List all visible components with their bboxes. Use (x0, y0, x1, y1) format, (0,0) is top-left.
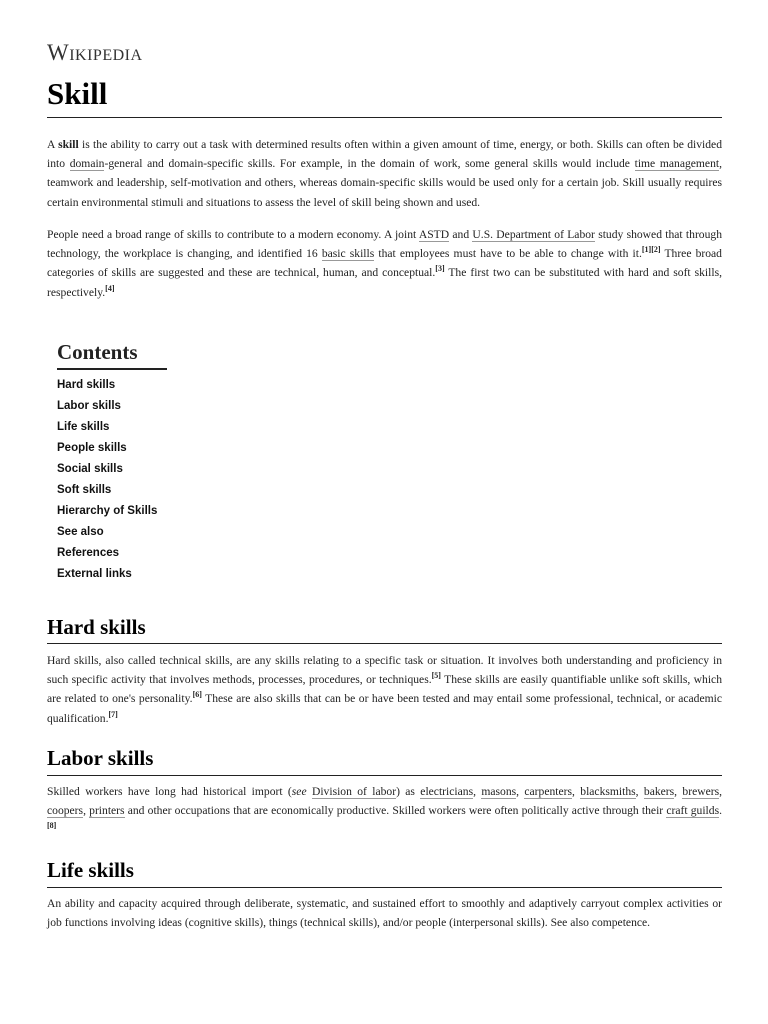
link-printers[interactable]: printers (89, 804, 125, 818)
ref-5[interactable]: [5] (431, 671, 441, 681)
table-of-contents (57, 340, 307, 585)
link-us-department-of-labor[interactable]: U.S. Department of Labor (472, 228, 595, 241)
hard-skills-paragraph: Hard skills, also called technical skills, are any skills relating to a specific task or situation. It involves both understanding and proficiency in such specific activity that involves methods, processes, procedures, or techniques.[5] These skills are easily quantifiable unlike soft skills, which are related to one's personality.[6] These are also skills that can be or have been tested and may entail some professional, technical, or academic qualification.[7] (47, 654, 722, 725)
link-blacksmiths[interactable]: blacksmiths (580, 785, 636, 798)
toc-item-references[interactable]: References (57, 547, 120, 559)
ref-7[interactable]: [7] (108, 709, 118, 719)
toc-item-hierarchy-of-skills[interactable]: Hierarchy of Skills (57, 505, 158, 517)
toc-title: Contents (57, 340, 138, 364)
title-underline (47, 117, 722, 118)
toc-item-life-skills[interactable]: Life skills (57, 421, 110, 433)
ref-3[interactable]: [3] (435, 264, 445, 274)
life-skills-underline (47, 887, 722, 888)
page-title: Skill (47, 76, 108, 111)
intro-paragraph-2: People need a broad range of skills to contribute to a modern economy. A joint ASTD and U.S. Department of Labor study showed that through technology, the workplace is changing, and identified 16 basic skills that employees must have to be able to change with it.[1][2] Three broad categories of skills are suggested and these are technical, human, and conceptual.[3] The first two can be substituted with hard and soft skills, respectively.[4] (47, 228, 722, 299)
link-division-of-labor[interactable]: Division of labor (311, 785, 397, 798)
toc-item-see-also[interactable]: See also (57, 526, 104, 538)
labor-skills-paragraph: Skilled workers have long had historical import (see Division of labor) as electricians, masons, carpenters, blacksmiths, bakers, brewers, coopers, printers and other occupations that are economically productive. Skilled workers were often politically active through their craft guilds.[8] (47, 785, 723, 831)
heading-hard-skills: Hard skills (47, 615, 146, 639)
ref-2[interactable]: [2] (651, 245, 661, 255)
link-masons[interactable]: masons (481, 785, 517, 798)
ref-1[interactable]: [1] (641, 245, 652, 255)
labor-skills-underline (47, 775, 722, 776)
heading-life-skills: Life skills (47, 858, 134, 882)
ref-8[interactable]: [8] (47, 821, 57, 831)
hard-skills-underline (47, 643, 722, 644)
link-domain[interactable]: domain (69, 157, 105, 171)
link-carpenters[interactable]: carpenters (524, 785, 573, 798)
wikipedia-wordmark[interactable]: Wikipedia (47, 40, 143, 65)
toc-item-people-skills[interactable]: People skills (57, 442, 127, 454)
ref-4[interactable]: [4] (105, 283, 115, 293)
toc-item-soft-skills[interactable]: Soft skills (57, 484, 112, 496)
link-bakers[interactable]: bakers (643, 785, 675, 798)
toc-item-labor-skills[interactable]: Labor skills (57, 400, 121, 412)
link-time-management[interactable]: time management (634, 157, 720, 171)
heading-labor-skills: Labor skills (47, 746, 154, 770)
toc-underline (57, 368, 167, 370)
toc-item-hard-skills[interactable]: Hard skills (57, 379, 116, 391)
life-skills-paragraph: An ability and capacity acquired through deliberate, systematic, and sustained effort to smoothly and adaptively carryout complex activities or job functions involving ideas (cognitive skills), things (technical skills), and/or people (interpersonal skills). See also competence. (47, 897, 722, 930)
link-brewers[interactable]: brewers (682, 785, 720, 798)
link-electricians[interactable]: electricians (420, 785, 474, 798)
ref-6[interactable]: [6] (192, 690, 202, 700)
toc-item-social-skills[interactable]: Social skills (57, 463, 123, 475)
link-basic-skills[interactable]: basic skills (321, 247, 375, 261)
toc-item-external-links[interactable]: External links (57, 568, 132, 580)
link-craft-guilds[interactable]: craft guilds (666, 804, 720, 818)
term-skill: skill (58, 138, 79, 151)
link-astd[interactable]: ASTD (418, 228, 450, 241)
link-coopers[interactable]: coopers (47, 804, 84, 818)
intro-paragraph-1: A skill is the ability to carry out a task with determined results often within a given amount of time, energy, or both. Skills can often be divided into domain-general and domain-specific skills. For example, in the domain of work, some general skills would include time management, teamwork and leadership, self-motivation and others, whereas domain-specific skills would be used only for a certain job. Skill usually requires certain environmental stimuli and situations to assess the level of skill being shown and used. (47, 138, 722, 209)
